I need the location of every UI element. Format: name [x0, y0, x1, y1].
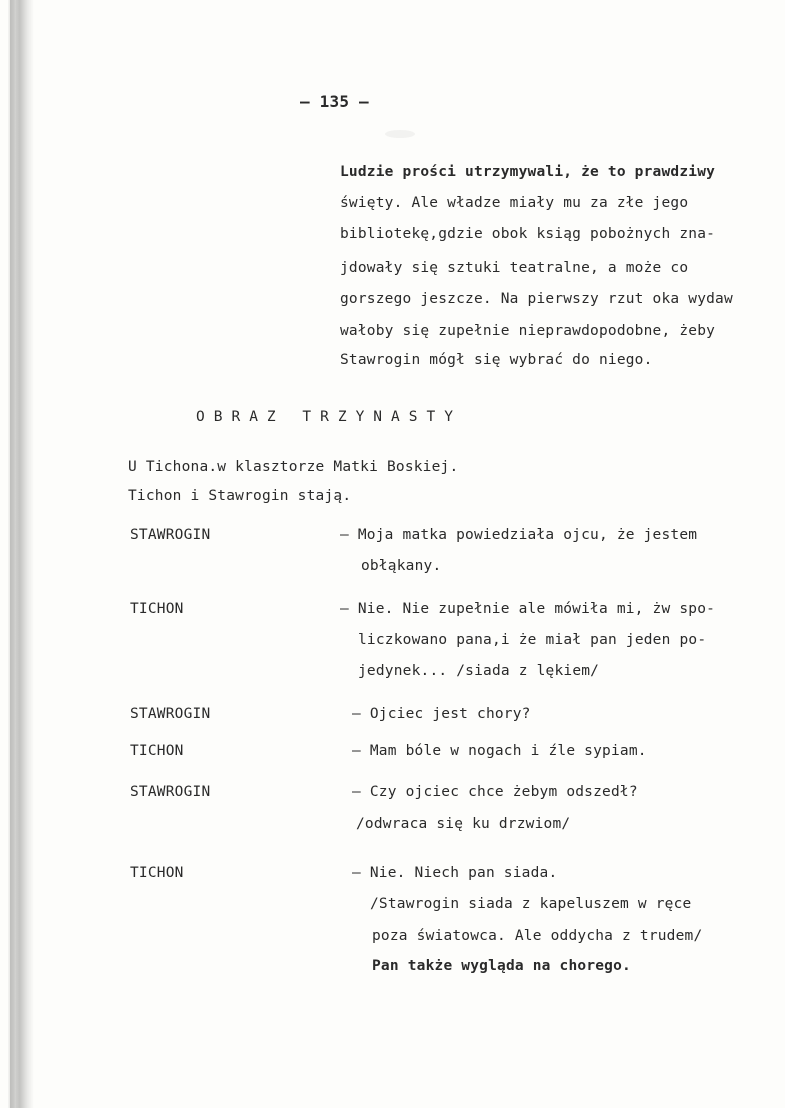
speaker-name: STAWROGIN: [130, 527, 211, 543]
paragraph-line: jdowały się sztuki teatralne, a może co: [340, 260, 689, 276]
binding-edge-line: [10, 0, 16, 1108]
speaker-name: STAWROGIN: [130, 706, 211, 722]
dialogue-line: /odwraca się ku drzwiom/: [356, 816, 571, 832]
speaker-name: STAWROGIN: [130, 784, 211, 800]
dialogue-line: – Moja matka powiedziała ojcu, że jestem: [340, 527, 698, 543]
scene-heading: OBRAZ TRZYNASTY: [196, 409, 462, 425]
paragraph-line: święty. Ale władze miały mu za złe jego: [340, 195, 689, 211]
dialogue-line: – Nie. Niech pan siada.: [352, 865, 558, 881]
dialogue-line: /Stawrogin siada z kapeluszem w ręce: [370, 896, 692, 912]
dialogue-line: – Nie. Nie zupełnie ale mówiła mi, żw spo-: [340, 601, 716, 617]
dialogue-line: jedynek... /siada z lękiem/: [358, 663, 600, 679]
stage-direction-line: Tichon i Stawrogin stają.: [128, 488, 352, 504]
paragraph-line: Ludzie prości utrzymywali, że to prawdziwy: [340, 164, 716, 180]
dialogue-line: liczkowano pana,i że miał pan jeden po-: [358, 632, 707, 648]
paragraph-line: gorszego jeszcze. Na pierwszy rzut oka wydaw: [340, 291, 733, 307]
dialogue-line: poza światowca. Ale oddycha z trudem/: [372, 928, 703, 944]
stage-direction-line: U Tichona.w klasztorze Matki Boskiej.: [128, 459, 459, 475]
paragraph-line: wałoby się zupełnie nieprawdopodobne, żeby: [340, 323, 716, 339]
dialogue-line: – Mam bóle w nogach i źle sypiam.: [352, 743, 647, 759]
dialogue-line: – Czy ojciec chce żebym odszedł?: [352, 784, 638, 800]
dialogue-line: – Ojciec jest chory?: [352, 706, 531, 722]
page-number: – 135 –: [300, 92, 369, 111]
speaker-name: TICHON: [130, 865, 184, 881]
paragraph-line: bibliotekę,gdzie obok ksiąg pobożnych zna-: [340, 226, 716, 242]
paragraph-line: Stawrogin mógł się wybrać do niego.: [340, 352, 653, 368]
speaker-name: TICHON: [130, 601, 184, 617]
dialogue-line: Pan także wygląda na chorego.: [372, 958, 631, 974]
speaker-name: TICHON: [130, 743, 184, 759]
dialogue-line: obłąkany.: [361, 558, 442, 574]
scan-speck: [385, 130, 415, 138]
